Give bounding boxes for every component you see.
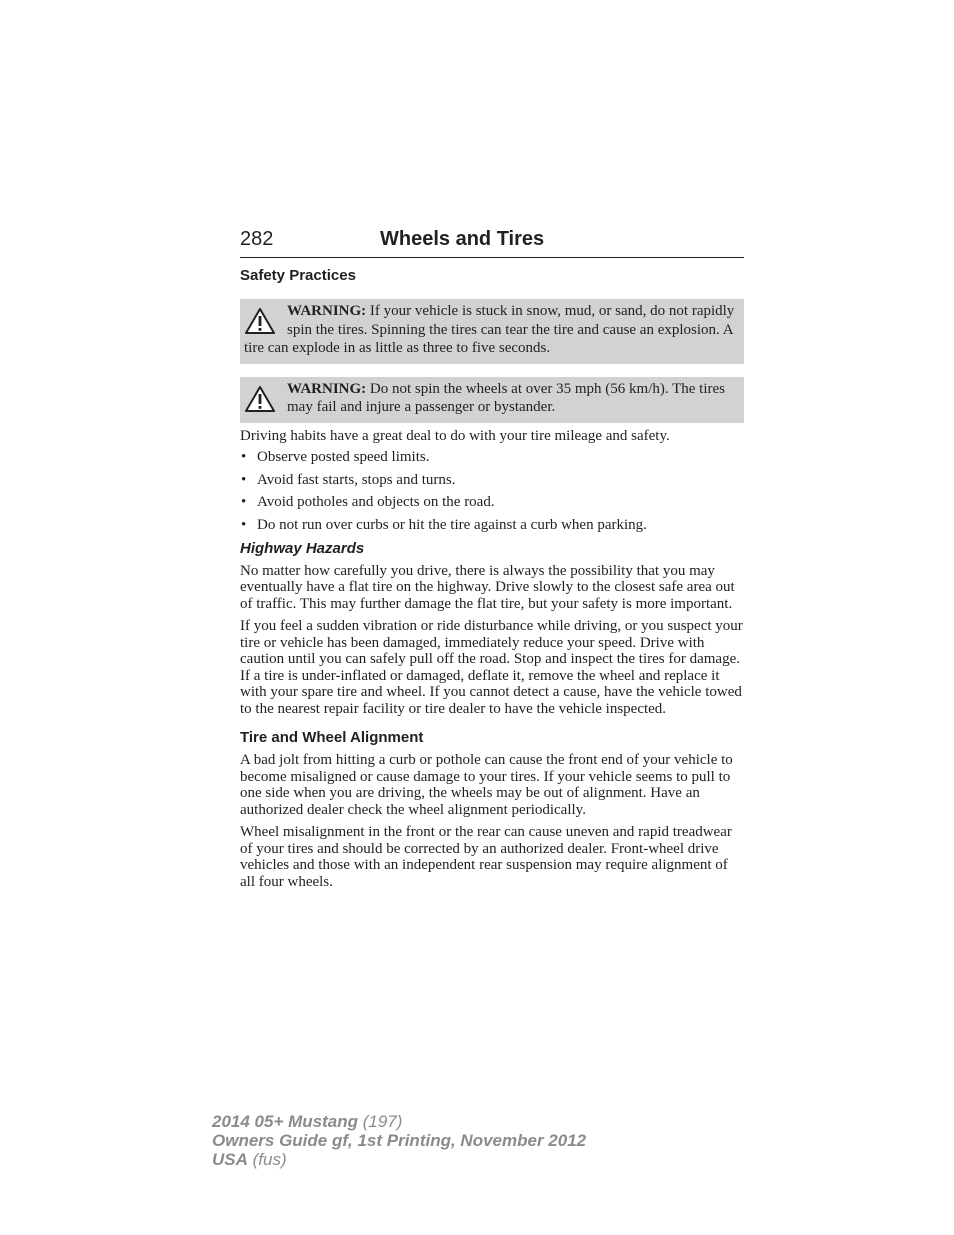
page-header (240, 228, 744, 258)
bullet: • (241, 471, 247, 488)
warning-box (240, 299, 744, 364)
warning-label: WARNING: (287, 303, 367, 319)
warning-text (244, 302, 739, 358)
footer-line: 2014 05+ Mustang (197) (212, 1112, 403, 1131)
warning-label: WARNING: (287, 380, 367, 397)
list-item: • Avoid potholes and objects on the road. (241, 494, 495, 510)
manual-page (240, 228, 744, 890)
section-heading-highway-hazards: Highway Hazards (240, 539, 365, 557)
list-item: • Observe posted speed limits. (241, 449, 430, 465)
intro-paragraph: Driving habits have a great deal to do with your tire mileage and safety. (240, 427, 670, 444)
chapter-title: Wheels and Tires (380, 228, 545, 250)
list-item: • Avoid fast starts, stops and turns. (241, 471, 456, 488)
body-paragraph: A bad jolt from hitting a curb or pothole can cause the front end of your vehicle to become misaligned or cause damage to your tires. If your vehicle seems to pull to one side when you are driving, the wheels may be out of alignment. Have an authorized dealer check the wheel alignment periodically. (240, 752, 733, 818)
warning-text (244, 380, 739, 417)
warning-body: Do not spin the wheels at over 35 mph (56 km/h). The tires may fail and injure a passenger or bystander. (287, 380, 725, 415)
bullet: • (241, 494, 247, 510)
bullet: • (241, 449, 247, 465)
warning-triangle-icon (244, 385, 276, 413)
page-number: 282 (240, 228, 274, 250)
section-heading-safety-practices: Safety Practices (240, 267, 356, 284)
page-footer (212, 1112, 586, 1169)
list-item: • Do not run over curbs or hit the tire against a curb when parking. (241, 516, 647, 533)
body-paragraph: If you feel a sudden vibration or ride disturbance while driving, or you suspect your tire or vehicle has been damaged, immediately reduce your speed. Drive with caution until you can safely pull off the road. Stop and inspect the tires for damage. If a tire is under-inflated or damaged, deflate it, remove the wheel and replace it with your spare tire and wheel. If you cannot detect a cause, have the vehicle towed to the nearest repair facility or tire dealer to have the vehicle inspected. (240, 618, 743, 717)
footer-line: Owners Guide gf, 1st Printing, November 2012 (212, 1131, 587, 1150)
warning-body: If your vehicle is stuck in snow, mud, or sand, do not rapidly spin the tires. Spinning the tires can tear the tire and cause an explosion. A tire can explode in as little as three to five seconds. (244, 303, 735, 356)
bullet-list (240, 448, 744, 534)
warning-box (240, 377, 744, 423)
body-paragraph: No matter how carefully you drive, there is always the possibility that you may eventually have a flat tire on the highway. Drive slowly to the closest safe area out of traffic. This may further damage the flat tire, but your safety is more important. (240, 562, 735, 612)
footer-line: USA (fus) (212, 1150, 287, 1169)
bullet: • (241, 516, 247, 533)
section-heading-alignment: Tire and Wheel Alignment (240, 729, 424, 746)
warning-triangle-icon (244, 307, 276, 335)
body-paragraph: Wheel misalignment in the front or the rear can cause uneven and rapid treadwear of your tires and should be corrected by an authorized dealer. Front-wheel drive vehicles and those with an independent rear suspension may require alignment of all four wheels. (240, 824, 732, 890)
